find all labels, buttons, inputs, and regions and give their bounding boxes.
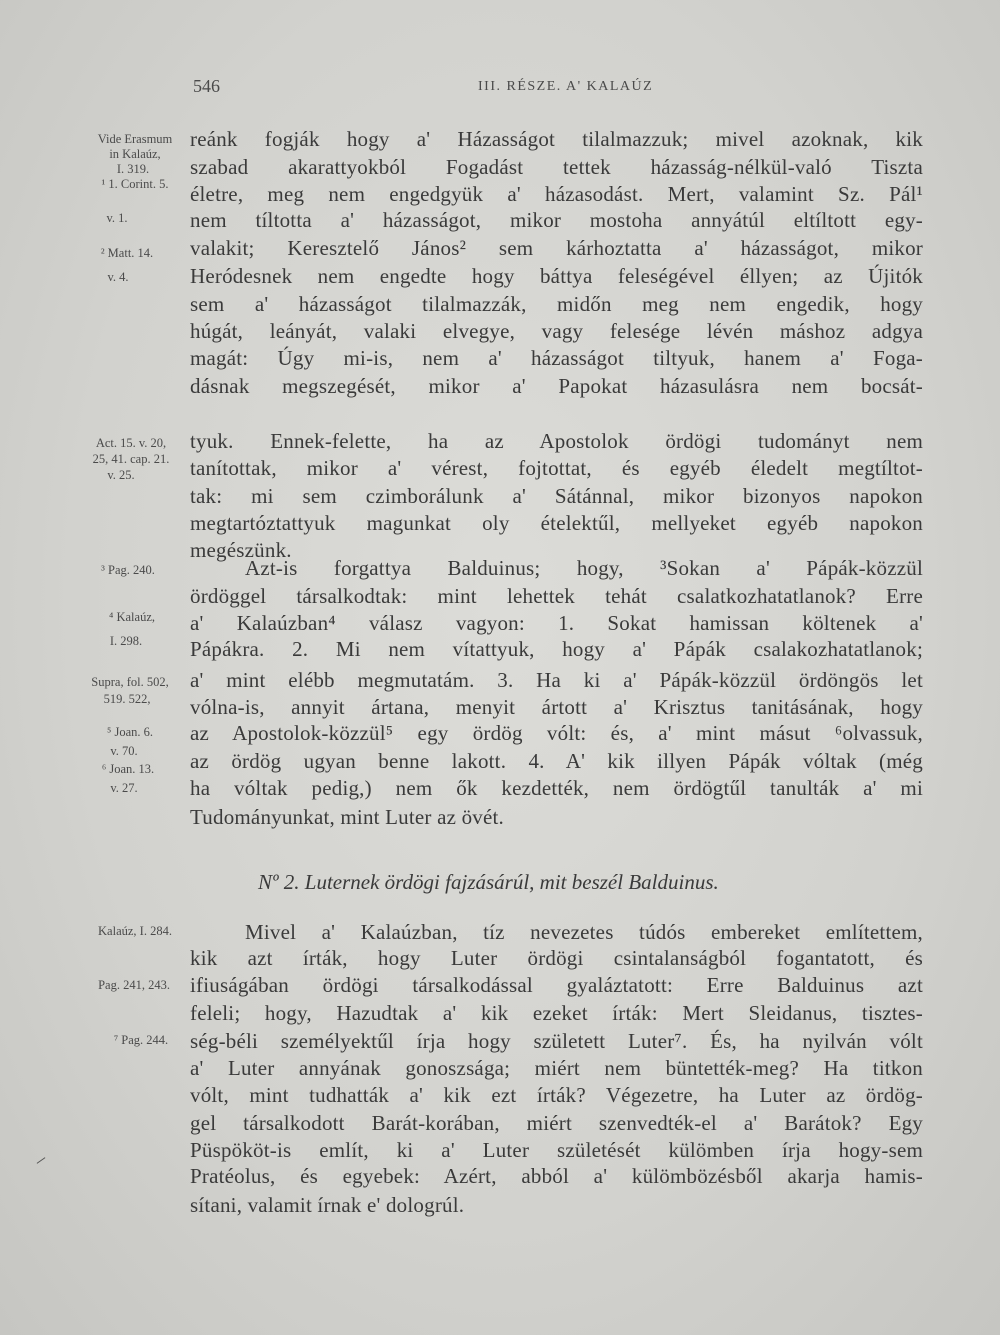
text-line: az Apostolok-közzül⁵ egy ördög vólt: és, a' mint másut ⁶olvassuk,	[190, 721, 923, 745]
text-line: Mivel a' Kalaúzban, tíz nevezetes túdós embereket említettem,	[245, 920, 923, 944]
text-line: vólna-is, annyit ártana, menyit ártott a' Krisztus tanitásának, hogy	[190, 695, 923, 719]
text-line: ördöggel társalkodtak: mint lehettek tehát csalatkozhatatlanok? Erre	[190, 584, 923, 608]
text-line: Tudományunkat, mint Luter az övét.	[190, 805, 504, 829]
text-line: nem tíltotta a' házasságot, mikor mostoha annyátúl eltíltott egy-	[190, 208, 923, 232]
margin-note: v. 4.	[107, 270, 129, 284]
text-line: tyuk. Ennek-felette, ha az Apostolok ördögi tudományt nem	[190, 429, 923, 453]
text-line: valakit; Keresztelő János² sem kárhoztatta a' házasságot, mikor	[190, 236, 923, 260]
text-line: megtartóztattyuk magunkat oly ételektűl, mellyeket egyéb napokon	[190, 511, 923, 535]
text-line: Heródesnek nem engedte hogy báttya feleségével éllyen; az Újitók	[190, 264, 923, 288]
text-line: a' mint elébb megmutatám. 3. Ha ki a' Pápák-közzül ördöngös let	[190, 668, 923, 692]
text-line: Pápákra. 2. Mi nem vítattyuk, hogy a' Pápák csalakozhatatlanok;	[190, 637, 923, 661]
text-line: Pratéolus, és egyebek: Azért, abból a' külömbözésből akarja hamis-	[190, 1164, 923, 1188]
text-line: az ördög ugyan benne lakott. 4. A' kik illyen Pápák vóltak (még	[190, 749, 923, 773]
running-title: III. RÉSZE. A' KALAÚZ	[478, 79, 654, 94]
margin-note: 25, 41. cap. 21.	[92, 452, 170, 466]
text-line: a' Luter annyának gonoszsága; miért nem büntették-meg? Ha titkon	[190, 1056, 923, 1080]
margin-note: 519. 522,	[103, 692, 151, 706]
text-line: húgát, leányát, valaki elvegye, vagy felesége lévén máshoz adgya	[190, 319, 923, 343]
text-line: tak: mi sem czimborálunk a' Sátánnal, mikor bizonyos napokon	[190, 484, 923, 508]
margin-note: Supra, fol. 502,	[91, 675, 169, 689]
margin-note: Pag. 241, 243.	[98, 978, 170, 992]
margin-note: ² Matt. 14.	[100, 246, 154, 260]
text-line: vólt, mint tudhatták a' kik ezt írták? Végezetre, ha Luter az ördög-	[190, 1083, 923, 1107]
text-line: dásnak megszegését, mikor a' Papokat házasulásra nem bocsát-	[190, 374, 923, 398]
text-line: sem a' házasságot tilalmazzák, midőn meg nem engedik, hogy	[190, 292, 923, 316]
text-line: a' Kalaúzban⁴ válasz vagyon: 1. Sokat hamissan költenek a'	[190, 611, 923, 635]
text-line: kik azt írták, hogy Luter ördögi csintalanságból fogantatott, és	[190, 946, 923, 970]
page-header	[0, 76, 1000, 100]
margin-note: I. 319.	[116, 162, 150, 176]
margin-note: v. 1.	[106, 211, 128, 225]
text-line: gel társalkodott Barát-korában, miért szenvedték-el a' Barátok? Egy	[190, 1111, 923, 1135]
text-line: ha vóltak pedig,) nem ők kezdették, nem ördögtűl tanulták a' mi	[190, 776, 923, 800]
text-line: magát: Úgy mi-is, nem a' házasságot tiltyuk, hanem a' Foga-	[190, 346, 923, 370]
margin-note: Vide Erasmum	[97, 132, 173, 146]
margin-note: v. 27.	[110, 781, 138, 795]
margin-note: ³ Pag. 240.	[101, 563, 155, 577]
margin-note: Act. 15. v. 20,	[95, 436, 167, 450]
margin-note: v. 25.	[107, 468, 135, 482]
margin-note: Kalaúz, I. 284.	[98, 924, 172, 938]
text-line: Azt-is forgattya Balduinus; hogy, ³Sokan a' Pápák-közzül	[245, 556, 923, 580]
text-line: sítani, valamit írnak e' dologrúl.	[190, 1193, 465, 1217]
margin-note: ⁴ Kalaúz,	[108, 610, 155, 624]
margin-note: ⁶ Joan. 13.	[101, 762, 155, 776]
page-number: 546	[193, 76, 220, 96]
margin-note: ⁵ Joan. 6.	[106, 725, 154, 739]
margin-note: in Kalaúz,	[109, 147, 161, 161]
text-line: ség-béli személyektűl írja hogy született Luter⁷. És, ha nyilván vólt	[190, 1029, 923, 1053]
text-line: megészünk.	[190, 538, 292, 562]
margin-note: ⁷ Pag. 244.	[113, 1033, 169, 1047]
text-line: tanítottak, mikor a' vérest, fojtottat, és egyéb éledelt megtíltot-	[190, 456, 923, 480]
text-line: szabad akarattyokból Fogadást tettek házasság-nélkül-való Tiszta	[190, 155, 923, 179]
text-line: Püspököt-is említ, ki a' Luter születését külömben írja hogy-sem	[190, 1138, 923, 1162]
text-line: életre, meg nem engedgyük a' házasodást. Mert, valamint Sz. Pál¹	[190, 182, 923, 206]
margin-note: I. 298.	[109, 634, 143, 648]
margin-note: ¹ 1. Corint. 5.	[101, 177, 169, 191]
text-line: reánk fogják hogy a' Házasságot tilalmazzuk; mivel azoknak, kik	[190, 127, 923, 151]
section-heading: Nº 2. Luternek ördögi fajzásárúl, mit beszél Balduinus.	[258, 870, 719, 894]
text-line: feleli; hogy, Hazudtak a' kik ezeket írták: Mert Sleidanus, tisztes-	[190, 1001, 923, 1025]
text-line: ifiuságában ördögi társalkodással gyaláztatott: Erre Balduinus azt	[190, 973, 923, 997]
margin-note: v. 70.	[110, 744, 138, 758]
